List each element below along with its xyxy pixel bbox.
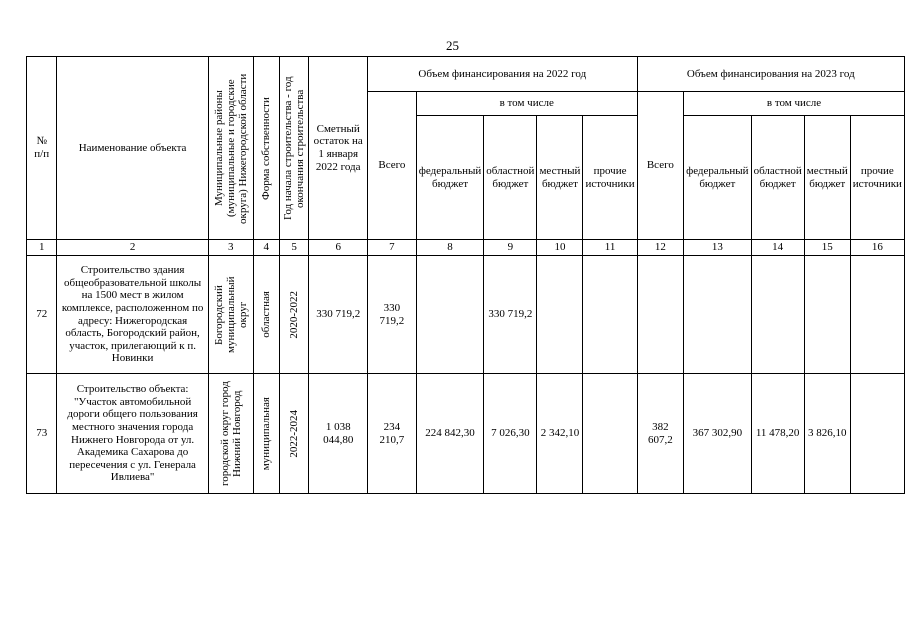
header-row-1 bbox=[27, 57, 905, 92]
col-number: 14 bbox=[751, 240, 804, 256]
other-2023-cell bbox=[850, 374, 904, 494]
financing-table bbox=[26, 56, 905, 494]
regional-2023-cell bbox=[751, 256, 804, 374]
column-number-row bbox=[27, 240, 905, 256]
col-number: 8 bbox=[416, 240, 484, 256]
col-number: 4 bbox=[253, 240, 279, 256]
header-incl-2023: в том числе bbox=[684, 92, 905, 116]
header-fin-2023: Объем финансирования на 2023 год bbox=[637, 57, 904, 92]
header-other-2023: прочие источники bbox=[850, 116, 904, 240]
header-other-2022: прочие источники bbox=[583, 116, 637, 240]
local-2022-cell bbox=[537, 256, 583, 374]
estimate-cell: 1 038 044,80 bbox=[309, 374, 367, 494]
col-number: 3 bbox=[208, 240, 253, 256]
regional-2022-cell: 330 719,2 bbox=[484, 256, 537, 374]
other-2023-cell bbox=[850, 256, 904, 374]
total-2022-cell: 330 719,2 bbox=[367, 256, 416, 374]
header-local-2022: местный бюджет bbox=[537, 116, 583, 240]
local-2022-cell: 2 342,10 bbox=[537, 374, 583, 494]
other-2022-cell bbox=[583, 374, 637, 494]
years-cell: 2020-2022 bbox=[279, 256, 309, 374]
total-2023-cell bbox=[637, 256, 683, 374]
ownership-cell: областная bbox=[253, 256, 279, 374]
header-federal-2023: федеральный бюджет bbox=[684, 116, 752, 240]
col-number: 2 bbox=[57, 240, 208, 256]
col-number: 7 bbox=[367, 240, 416, 256]
table-row bbox=[27, 374, 905, 494]
header-federal-2022: федеральный бюджет bbox=[416, 116, 484, 240]
col-number: 16 bbox=[850, 240, 904, 256]
total-2023-cell: 382 607,2 bbox=[637, 374, 683, 494]
estimate-cell: 330 719,2 bbox=[309, 256, 367, 374]
header-regional-2022: областной бюджет bbox=[484, 116, 537, 240]
header-total-2023: Всего bbox=[637, 92, 683, 240]
col-number: 15 bbox=[804, 240, 850, 256]
col-number: 6 bbox=[309, 240, 367, 256]
total-2022-cell: 234 210,7 bbox=[367, 374, 416, 494]
district-cell: Богородский муниципальный округ bbox=[208, 256, 253, 374]
header-num: № п/п bbox=[27, 57, 57, 240]
col-number: 10 bbox=[537, 240, 583, 256]
ownership-cell: муниципальная bbox=[253, 374, 279, 494]
header-incl-2022: в том числе bbox=[416, 92, 637, 116]
col-number: 9 bbox=[484, 240, 537, 256]
header-district: Муниципальные районы (муниципальные и городские округа) Нижегородской области bbox=[208, 57, 253, 240]
local-2023-cell bbox=[804, 256, 850, 374]
col-number: 1 bbox=[27, 240, 57, 256]
row-num: 73 bbox=[27, 374, 57, 494]
object-name: Строительство объекта: "Участок автомобильной дороги общего пользования местного значения города Нижнего Новгорода от ул. Академика Сахарова до пересечения с ул. Генерала Ивлиева" bbox=[57, 374, 208, 494]
federal-2023-cell bbox=[684, 256, 752, 374]
col-number: 13 bbox=[684, 240, 752, 256]
header-total-2022: Всего bbox=[367, 92, 416, 240]
years-cell: 2022-2024 bbox=[279, 374, 309, 494]
header-regional-2023: областной бюджет bbox=[751, 116, 804, 240]
object-name: Строительство здания общеобразовательной школы на 1500 мест в жилом комплексе, расположенном по адресу: Нижегородская область, Богородский район, участок, прилегающий к п. Новинки bbox=[57, 256, 208, 374]
regional-2023-cell: 11 478,20 bbox=[751, 374, 804, 494]
other-2022-cell bbox=[583, 256, 637, 374]
federal-2023-cell: 367 302,90 bbox=[684, 374, 752, 494]
page-number: 25 bbox=[446, 38, 459, 53]
col-number: 5 bbox=[279, 240, 309, 256]
regional-2022-cell: 7 026,30 bbox=[484, 374, 537, 494]
header-years: Год начала строительства - год окончания строительства bbox=[279, 57, 309, 240]
col-number: 11 bbox=[583, 240, 637, 256]
federal-2022-cell: 224 842,30 bbox=[416, 374, 484, 494]
header-estimate: Сметный остаток на 1 января 2022 года bbox=[309, 57, 367, 240]
local-2023-cell: 3 826,10 bbox=[804, 374, 850, 494]
header-local-2023: местный бюджет bbox=[804, 116, 850, 240]
header-fin-2022: Объем финансирования на 2022 год bbox=[367, 57, 637, 92]
district-cell: городской округ город Нижний Новгород bbox=[208, 374, 253, 494]
header-ownership: Форма собственности bbox=[253, 57, 279, 240]
federal-2022-cell bbox=[416, 256, 484, 374]
col-number: 12 bbox=[637, 240, 683, 256]
row-num: 72 bbox=[27, 256, 57, 374]
table-row bbox=[27, 256, 905, 374]
header-name: Наименование объекта bbox=[57, 57, 208, 240]
